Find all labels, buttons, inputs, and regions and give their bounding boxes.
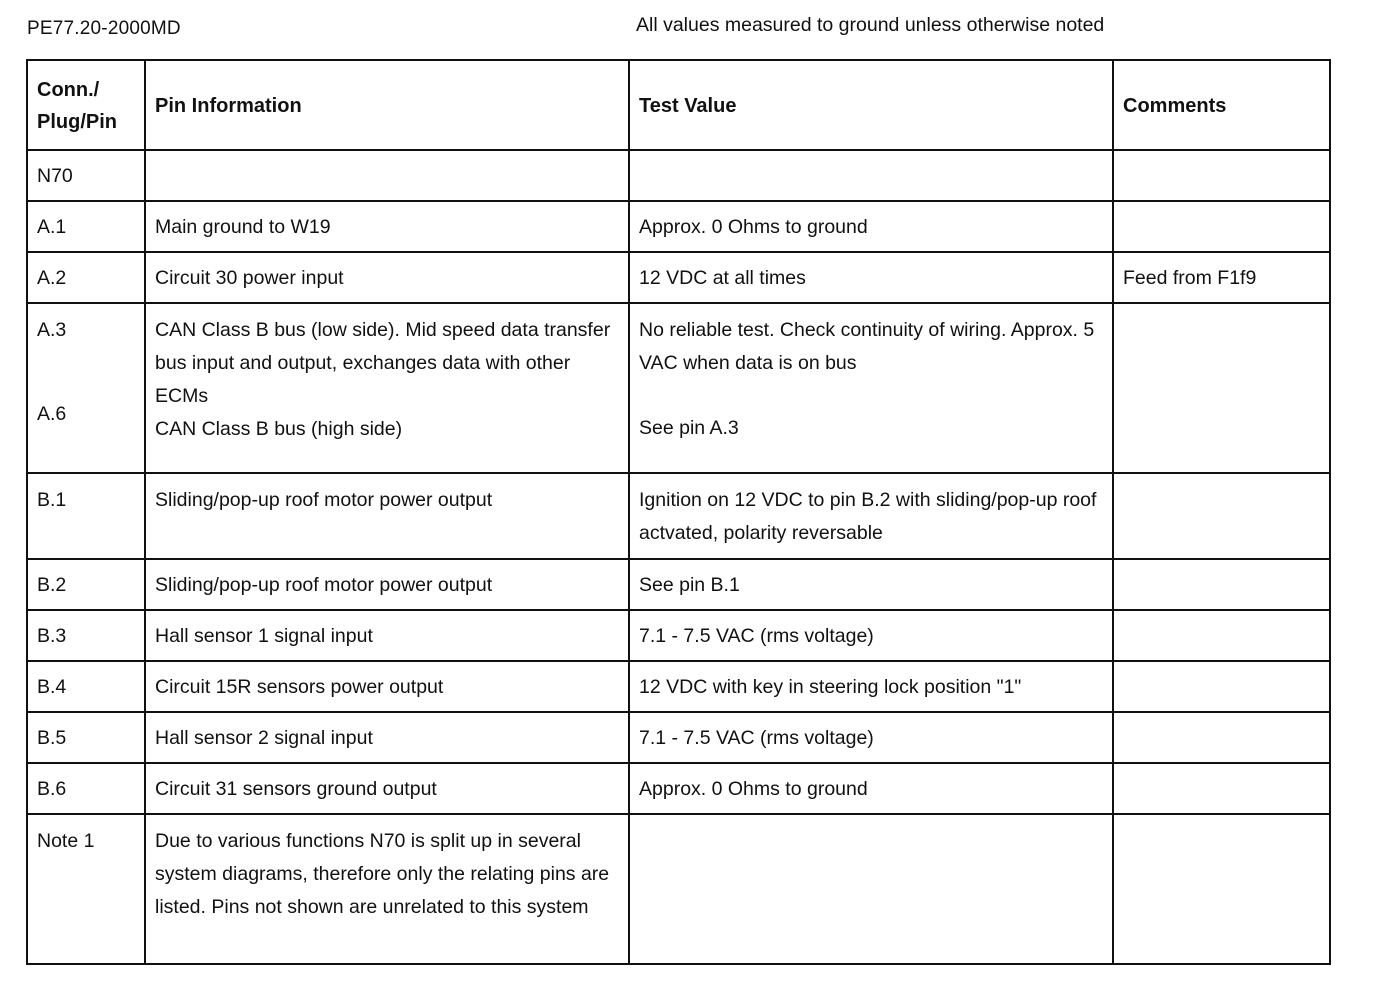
pin-info: Hall sensor 1 signal input — [145, 610, 629, 661]
column-header-pin-info: Pin Information — [145, 60, 629, 150]
spacer — [639, 380, 1104, 412]
test-value: 12 VDC at all times — [629, 252, 1113, 303]
measurement-note: All values measured to ground unless otherwise noted — [636, 14, 1105, 36]
pin-id: B.3 — [27, 610, 145, 661]
connector-row — [27, 150, 1330, 201]
empty-cell — [1113, 814, 1330, 964]
pin-info: Hall sensor 2 signal input — [145, 712, 629, 763]
test-value: Approx. 0 Ohms to ground — [629, 763, 1113, 814]
test-value: Ignition on 12 VDC to pin B.2 with sliding/pop-up roof actvated, polarity reversable — [629, 473, 1113, 559]
test-value: 7.1 - 7.5 VAC (rms voltage) — [629, 610, 1113, 661]
comment — [1113, 712, 1330, 763]
comment — [1113, 201, 1330, 252]
test-value: 7.1 - 7.5 VAC (rms voltage) — [629, 712, 1113, 763]
empty-cell — [145, 150, 629, 201]
test-value: See pin B.1 — [629, 559, 1113, 610]
pin-info: CAN Class B bus (low side). Mid speed data transfer bus input and output, exchanges data with other ECMs — [155, 319, 611, 407]
pin-id: B.4 — [27, 661, 145, 712]
test-value: 12 VDC with key in steering lock position "1" — [629, 661, 1113, 712]
table-row — [27, 661, 1330, 712]
pin-id: A.1 — [27, 201, 145, 252]
table-row — [27, 559, 1330, 610]
table-row — [27, 712, 1330, 763]
pin-id: A.2 — [27, 252, 145, 303]
comment — [1113, 559, 1330, 610]
pin-id: B.1 — [27, 473, 145, 559]
pin-info: Circuit 31 sensors ground output — [145, 763, 629, 814]
pin-id: A.6 — [37, 403, 67, 425]
empty-cell — [629, 814, 1113, 964]
empty-cell — [629, 150, 1113, 201]
comment — [1113, 763, 1330, 814]
pin-info: Circuit 30 power input — [145, 252, 629, 303]
table-row — [27, 252, 1330, 303]
test-value-group — [629, 303, 1113, 473]
note-row — [27, 814, 1330, 964]
pin-info-group — [145, 303, 629, 473]
pin-id-group — [27, 303, 145, 473]
comment: Feed from F1f9 — [1113, 252, 1330, 303]
document-id: PE77.20-2000MD — [27, 18, 181, 39]
empty-cell — [1113, 150, 1330, 201]
table-row — [27, 610, 1330, 661]
pin-table — [26, 59, 1331, 965]
pin-id: A.3 — [37, 319, 67, 341]
column-header-conn: Conn./ Plug/Pin — [27, 60, 145, 150]
table-row — [27, 303, 1330, 473]
note-text: Due to various functions N70 is split up in several system diagrams, therefore only the relating pins are listed. Pins not shown are unrelated to this system — [145, 814, 629, 964]
note-label: Note 1 — [27, 814, 145, 964]
table-row — [27, 201, 1330, 252]
pin-info: CAN Class B bus (high side) — [155, 418, 403, 440]
test-value: Approx. 0 Ohms to ground — [629, 201, 1113, 252]
pin-id: B.2 — [27, 559, 145, 610]
comment — [1113, 303, 1330, 473]
table-row — [27, 763, 1330, 814]
pin-id: B.5 — [27, 712, 145, 763]
pin-info: Sliding/pop-up roof motor power output — [145, 473, 629, 559]
column-header-test-value: Test Value — [629, 60, 1113, 150]
connector-label: N70 — [27, 150, 145, 201]
comment — [1113, 473, 1330, 559]
pin-info: Sliding/pop-up roof motor power output — [145, 559, 629, 610]
table-row — [27, 473, 1330, 559]
test-value: See pin A.3 — [639, 417, 739, 439]
comment — [1113, 661, 1330, 712]
test-value: No reliable test. Check continuity of wiring. Approx. 5 VAC when data is on bus — [639, 319, 1095, 374]
column-header-comments: Comments — [1113, 60, 1330, 150]
header-row — [27, 60, 1330, 150]
comment — [1113, 610, 1330, 661]
pin-info: Main ground to W19 — [145, 201, 629, 252]
pin-info: Circuit 15R sensors power output — [145, 661, 629, 712]
pin-id: B.6 — [27, 763, 145, 814]
